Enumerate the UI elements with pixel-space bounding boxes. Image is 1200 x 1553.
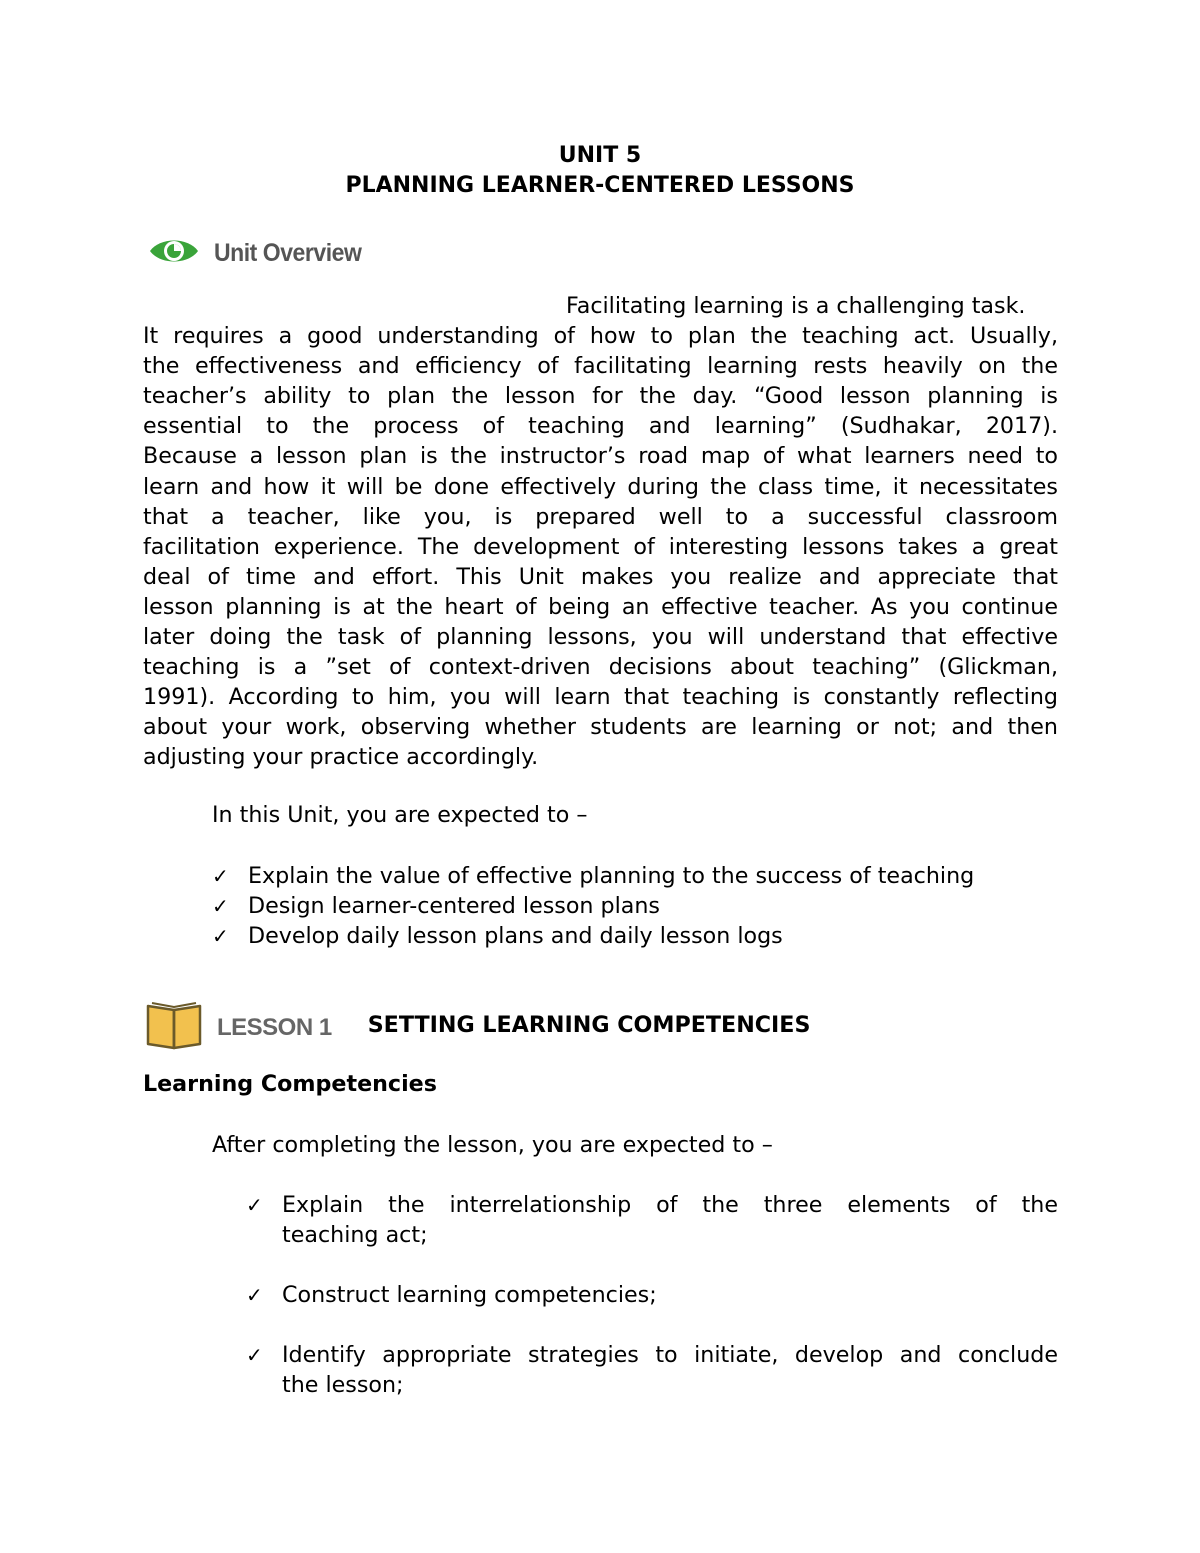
list-item-text: Explain the value of effective planning to the success of teaching [248,863,975,889]
overview-paragraph [143,291,1058,773]
list-item-line: Explain the interrelationship of the three elements of the [282,1192,1058,1218]
book-icon [145,1000,203,1056]
learning-competencies-list [246,1190,1058,1430]
list-item [212,891,974,921]
paragraph-line: It requires a good understanding of how to plan the teaching act. Usually, [143,323,1058,350]
list-item-line: the lesson; [282,1372,404,1398]
list-item [246,1190,1058,1250]
paragraph-line: facilitation experience. The development of interesting lessons takes a great [143,533,1058,560]
check-icon: ✓ [212,894,229,918]
paragraph-line: learn and how it will be done effectively during the class time, it necessitates [143,473,1058,500]
check-icon: ✓ [246,1283,263,1307]
check-icon: ✓ [212,864,229,888]
check-icon: ✓ [212,924,229,948]
list-item-line: teaching act; [282,1222,428,1248]
list-item-text [282,1340,1058,1400]
unit-expectations-list [212,861,974,951]
unit-label: UNIT 5 [558,143,642,168]
paragraph-line: teacher’s ability to plan the lesson for the day. “Good lesson planning is [143,383,1058,410]
list-item [246,1340,1058,1400]
list-item [212,861,974,891]
eye-icon [148,234,200,272]
paragraph-line: Because a lesson plan is the instructor’s road map of what learners need to [143,443,1058,470]
unit-overview-label: Unit Overview [214,238,362,267]
list-item [246,1280,1058,1310]
check-icon: ✓ [246,1343,263,1367]
paragraph-line: the effectiveness and efficiency of facilitating learning rests heavily on the [143,353,1058,380]
list-item-line: Identify appropriate strategies to initiate, develop and conclude [282,1342,1058,1368]
paragraph-line: adjusting your practice accordingly. [143,744,539,771]
paragraph-line: lesson planning is at the heart of being an effective teacher. As you continue [143,593,1058,620]
paragraph-line: later doing the task of planning lessons, you will understand that effective [143,624,1058,651]
list-item-text: Design learner-centered lesson plans [248,893,660,919]
paragraph-line: Facilitating learning is a challenging task. [566,293,1026,319]
unit-title: PLANNING LEARNER-CENTERED LESSONS [345,173,855,198]
list-item-text: Develop daily lesson plans and daily lesson logs [248,923,783,949]
lesson-label: LESSON 1 [217,1014,332,1041]
list-item-text [282,1280,1058,1310]
lesson-title: SETTING LEARNING COMPETENCIES [367,1012,811,1038]
learning-competencies-heading: Learning Competencies [143,1071,437,1097]
paragraph-line: 1991). According to him, you will learn that teaching is constantly reflecting [143,684,1058,711]
learning-competencies-intro: After completing the lesson, you are expected to – [212,1132,773,1158]
paragraph-line: teaching is a ”set of context-driven decisions about teaching” (Glickman, [143,654,1058,681]
lesson-banner [145,1000,810,1056]
list-item-text [282,1190,1058,1250]
paragraph-line: essential to the process of teaching and learning” (Sudhakar, 2017). [143,413,1058,440]
paragraph-line: that a teacher, like you, is prepared well to a successful classroom [143,503,1058,530]
list-item-line: Construct learning competencies; [282,1282,657,1308]
list-item [212,921,974,951]
check-icon: ✓ [246,1193,263,1217]
unit-expectations-intro: In this Unit, you are expected to – [212,802,588,828]
paragraph-line: deal of time and effort. This Unit makes you realize and appreciate that [143,563,1058,590]
unit-overview-banner [148,234,374,272]
paragraph-line: about your work, observing whether students are learning or not; and then [143,714,1058,741]
